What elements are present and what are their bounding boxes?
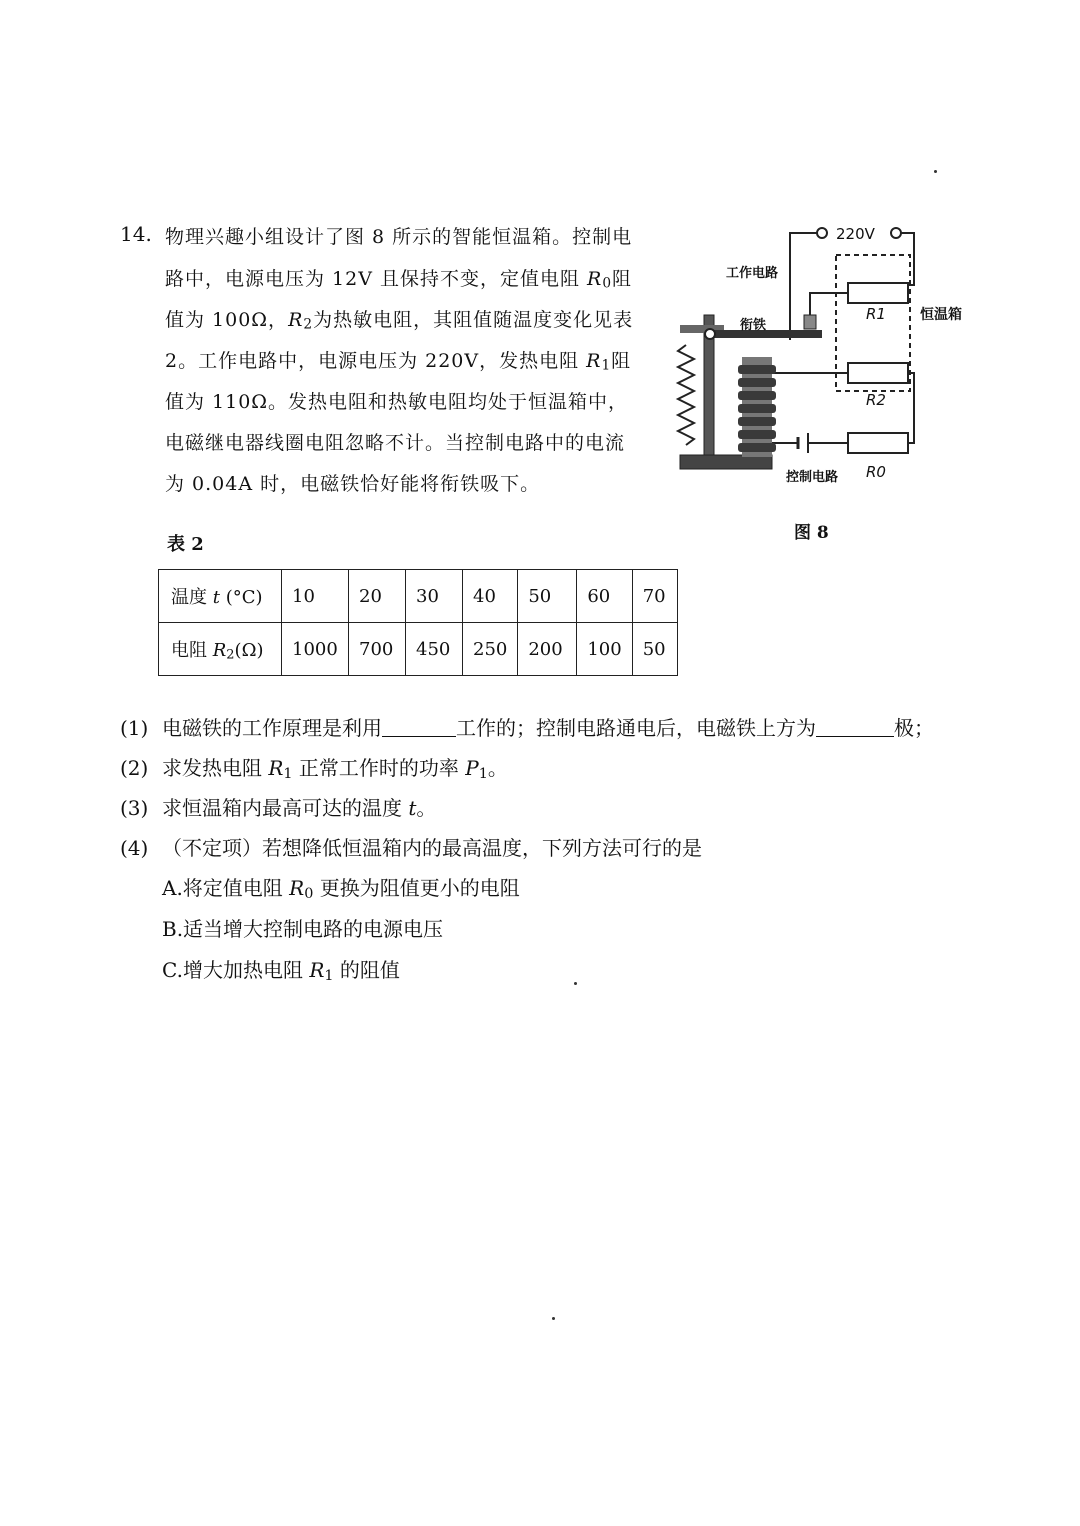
symbol-sub: 1 bbox=[478, 765, 488, 782]
part-number: (4) bbox=[120, 836, 149, 860]
answer-blank[interactable] bbox=[816, 720, 894, 737]
option-text: 的阻值 bbox=[333, 958, 400, 982]
part-text: 求发热电阻 bbox=[162, 756, 269, 780]
table-cell: 450 bbox=[406, 623, 463, 676]
contact bbox=[804, 315, 816, 329]
voltage-label: 220V bbox=[836, 225, 875, 243]
resistance-table bbox=[158, 569, 678, 676]
part-text: 工作的；控制电路通电后，电磁铁上方为 bbox=[456, 716, 816, 740]
option-c bbox=[162, 954, 400, 984]
symbol-t: t bbox=[408, 796, 417, 820]
table-cell: 100 bbox=[577, 623, 632, 676]
resistor-r2 bbox=[848, 363, 908, 383]
stem-text: 值为 110Ω。发热电阻和热敏电阻均处于恒温箱中， bbox=[165, 391, 629, 413]
symbol-p: P bbox=[465, 756, 479, 780]
symbol-r: R bbox=[288, 309, 304, 331]
stem-line-1 bbox=[165, 222, 632, 249]
terminal-right bbox=[891, 228, 901, 238]
stem-text: 阻 bbox=[611, 350, 632, 372]
symbol-t: t bbox=[212, 587, 220, 608]
stem-line-6 bbox=[165, 428, 625, 455]
symbol-sub: 0 bbox=[304, 885, 314, 902]
option-text: A.将定值电阻 bbox=[162, 876, 290, 900]
symbol-sub: 2 bbox=[303, 316, 314, 333]
table-cell: 20 bbox=[349, 570, 406, 623]
table-cell: 10 bbox=[282, 570, 349, 623]
table-cell: 30 bbox=[406, 570, 463, 623]
electromagnet-coil bbox=[738, 365, 776, 452]
working-circuit-label: 工作电路 bbox=[726, 266, 779, 281]
table-header-resistance bbox=[159, 623, 282, 676]
terminal-left bbox=[817, 228, 827, 238]
part-text: 。 bbox=[487, 756, 508, 780]
header-text: 电阻 bbox=[171, 639, 213, 661]
part-2 bbox=[120, 752, 508, 782]
table-cell: 200 bbox=[518, 623, 577, 676]
stem-line-7 bbox=[165, 469, 540, 496]
symbol-sub: 1 bbox=[601, 357, 612, 374]
header-text: (Ω) bbox=[234, 639, 264, 661]
symbol-r: R bbox=[309, 958, 325, 982]
speck bbox=[574, 982, 577, 985]
r1-label: R1 bbox=[866, 305, 886, 323]
symbol-r: R bbox=[268, 756, 284, 780]
symbol-sub: 0 bbox=[602, 275, 613, 292]
stem-text: 为 0.04A 时，电磁铁恰好能将衔铁吸下。 bbox=[165, 473, 541, 495]
pivot bbox=[705, 329, 715, 339]
stem-text: 值为 100Ω， bbox=[165, 309, 289, 331]
table-row-temperature bbox=[159, 570, 678, 623]
symbol-r: R bbox=[587, 268, 603, 290]
part-3 bbox=[120, 792, 436, 821]
part-number: (3) bbox=[120, 796, 149, 820]
stem-text: 路中，电源电压为 12V 且保持不变，定值电阻 bbox=[165, 268, 588, 290]
part-number: (2) bbox=[120, 756, 149, 780]
option-text: B.适当增大控制电路的电源电压 bbox=[162, 917, 444, 941]
table-cell: 60 bbox=[577, 570, 632, 623]
r0-label: R0 bbox=[866, 463, 886, 481]
table-cell: 50 bbox=[632, 623, 677, 676]
table-cell: 70 bbox=[632, 570, 677, 623]
stem-text: 为热敏电阻，其阻值随温度变化见表 bbox=[313, 309, 634, 331]
part-number: (1) bbox=[120, 716, 149, 740]
answer-blank[interactable] bbox=[382, 720, 456, 737]
symbol-sub: 1 bbox=[283, 765, 293, 782]
r2-label: R2 bbox=[866, 391, 886, 409]
symbol-r: R bbox=[289, 876, 305, 900]
resistor-r0 bbox=[848, 433, 908, 453]
option-a bbox=[162, 872, 520, 902]
stem-text: 2。工作电路中，电源电压为 220V，发热电阻 bbox=[165, 350, 587, 372]
stem-text: 物理兴趣小组设计了图 8 所示的智能恒温箱。控制电 bbox=[165, 226, 633, 248]
table-caption: 表 2 bbox=[167, 534, 204, 555]
circuit-diagram bbox=[670, 215, 1000, 495]
table-cell: 50 bbox=[518, 570, 577, 623]
stem-line-5 bbox=[165, 387, 628, 414]
part-text: 极； bbox=[894, 716, 934, 740]
wire-supply-right bbox=[901, 233, 914, 285]
part-text: 正常工作时的功率 bbox=[292, 756, 466, 780]
option-text: 更换为阻值更小的电阻 bbox=[313, 876, 520, 900]
part-4 bbox=[120, 832, 702, 861]
stem-line-3 bbox=[165, 305, 633, 333]
table-cell: 700 bbox=[349, 623, 406, 676]
stem-text: 电磁继电器线圈电阻忽略不计。当控制电路中的电流 bbox=[165, 432, 626, 454]
control-circuit-label: 控制电路 bbox=[786, 470, 839, 485]
part-1 bbox=[120, 712, 934, 741]
table-cell: 40 bbox=[463, 570, 518, 623]
stem-text: 阻 bbox=[612, 268, 633, 290]
speck bbox=[552, 1317, 555, 1320]
part-text: 求恒温箱内最高可达的温度 bbox=[162, 796, 409, 820]
header-text: (°C) bbox=[219, 587, 263, 608]
option-text: C.增大加热电阻 bbox=[162, 958, 310, 982]
spring bbox=[678, 345, 694, 445]
symbol-sub: 1 bbox=[324, 967, 334, 984]
thermostat-label: 恒温箱 bbox=[920, 307, 962, 323]
option-b bbox=[162, 913, 443, 942]
part-text: 电磁铁的工作原理是利用 bbox=[162, 716, 382, 740]
header-text: 温度 bbox=[171, 587, 213, 608]
symbol-r: R bbox=[586, 350, 602, 372]
stem-line-2 bbox=[165, 264, 632, 292]
table-header-temperature bbox=[159, 570, 282, 623]
table-cell: 1000 bbox=[282, 623, 349, 676]
figure-caption: 图 8 bbox=[794, 523, 829, 543]
table-row-resistance bbox=[159, 623, 678, 676]
speck bbox=[934, 170, 937, 173]
part-text: （不定项）若想降低恒温箱内的最高温度，下列方法可行的是 bbox=[162, 836, 702, 860]
table-cell: 250 bbox=[463, 623, 518, 676]
stem-line-4 bbox=[165, 346, 631, 374]
symbol-r: R bbox=[212, 639, 227, 661]
resistor-r1 bbox=[848, 283, 908, 303]
question-number: 14. bbox=[120, 222, 152, 246]
armature-label: 衔铁 bbox=[740, 318, 767, 333]
part-text: 。 bbox=[416, 796, 437, 820]
base bbox=[680, 455, 772, 469]
symbol-sub: 2 bbox=[226, 647, 235, 663]
